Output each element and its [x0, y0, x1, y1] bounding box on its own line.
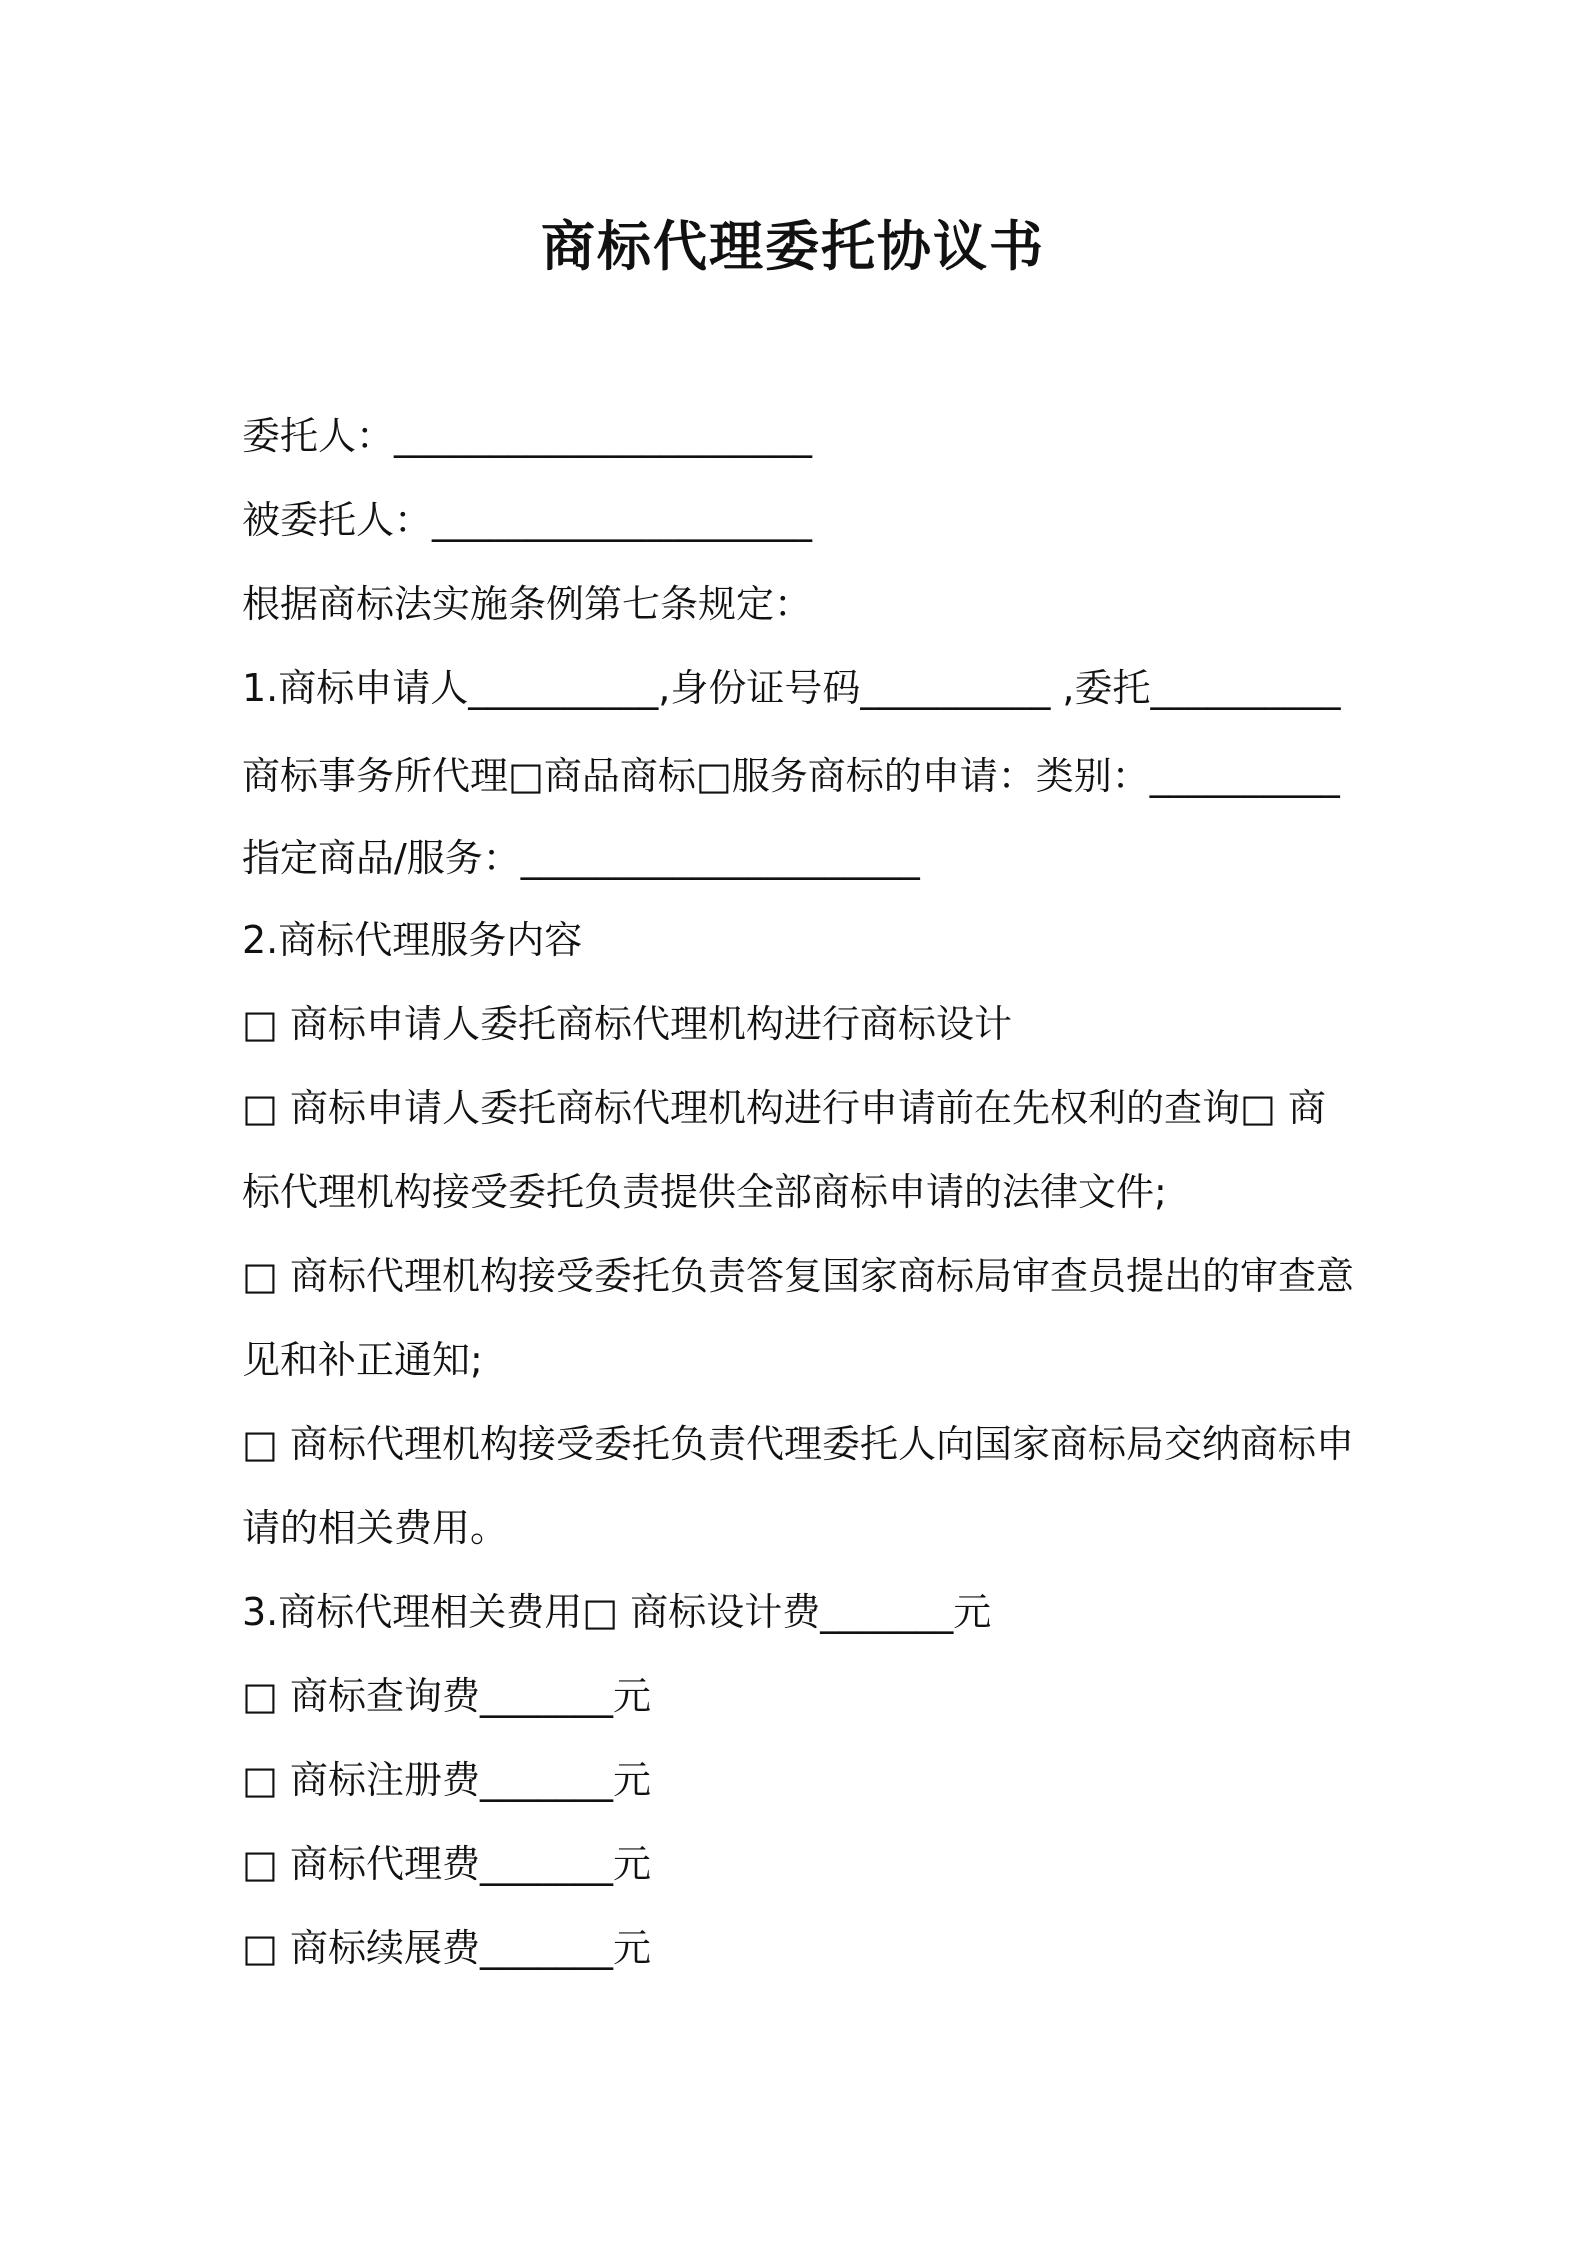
document-title: 商标代理委托协议书 [541, 215, 1045, 278]
agent-line: 被委托人：____________________ [242, 498, 813, 542]
service-item-response: □ 商标代理机构接受委托负责答复国家商标局审查员提出的审查意 [242, 1254, 1354, 1298]
fee-item-search: □ 商标查询费_______元 [242, 1674, 651, 1718]
service-item-response-continued: 见和补正通知; [242, 1338, 483, 1382]
service-item-search: □ 商标申请人委托商标代理机构进行申请前在先权利的查询□ 商 [242, 1086, 1326, 1130]
fee-item-renewal: □ 商标续展费_______元 [242, 1926, 651, 1970]
service-item-design: □ 商标申请人委托商标代理机构进行商标设计 [242, 1002, 1012, 1046]
legal-basis-line: 根据商标法实施条例第七条规定： [242, 582, 813, 626]
service-item-fees-continued: 请的相关费用。 [242, 1506, 509, 1550]
fee-item-agency: □ 商标代理费_______元 [242, 1842, 651, 1886]
clause-2-heading: 2.商标代理服务内容 [242, 918, 583, 962]
clause-3-heading: 3.商标代理相关费用□ 商标设计费_______元 [242, 1590, 992, 1634]
clause-1-line: 1.商标申请人__________,身份证号码__________ ,委托__________ [242, 666, 1341, 710]
principal-line: 委托人：______________________ [242, 414, 813, 458]
fee-item-registration: □ 商标注册费_______元 [242, 1758, 651, 1802]
designated-goods-line: 指定商品/服务：_____________________ [242, 836, 920, 880]
service-item-fees: □ 商标代理机构接受委托负责代理委托人向国家商标局交纳商标申 [242, 1422, 1354, 1466]
service-item-search-continued: 标代理机构接受委托负责提供全部商标申请的法律文件; [242, 1170, 1167, 1214]
clause-1-continued-line: 商标事务所代理□商品商标□服务商标的申请：类别：__________ [242, 754, 1340, 798]
